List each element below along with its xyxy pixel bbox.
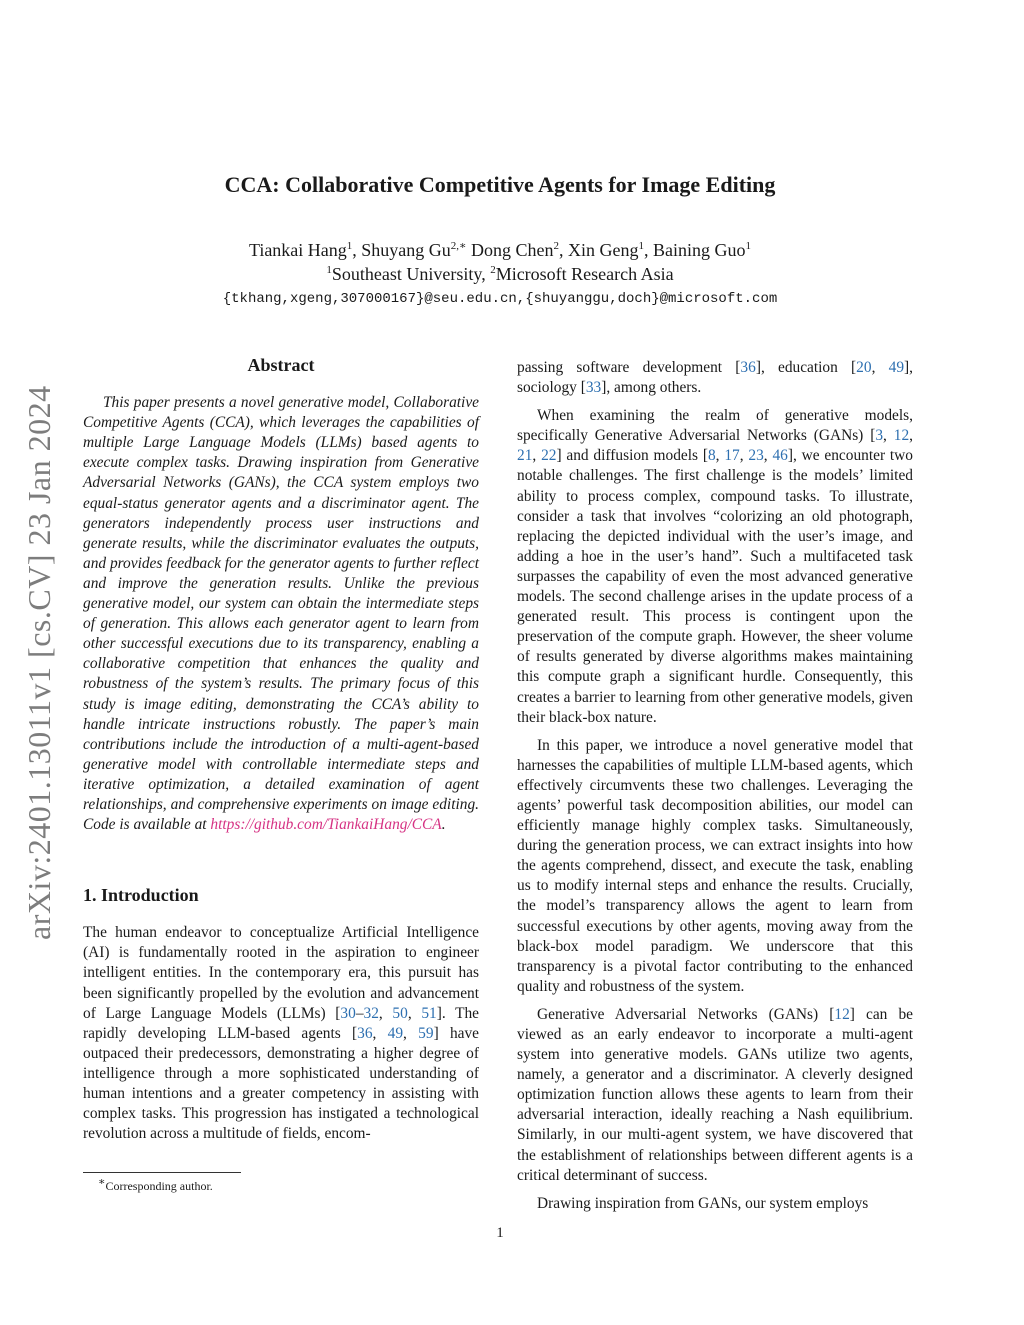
sep: , — [407, 1004, 422, 1022]
footnote-divider — [83, 1172, 241, 1173]
footnote — [98, 1176, 213, 1194]
sep: , — [372, 1024, 388, 1042]
citation-link[interactable]: 49 — [387, 1024, 404, 1042]
body-text: ] can be viewed as an early endeavor to incorporate a multi-agent system into generative models. GANs utilize two agents, namely, a generator and a discriminator. A cleverly designed optimization function allows these agents to learn from their adversarial interaction, ideally reaching a Nash equilibrium. Similarly, in our multi-agent system, we have discovered that the establishment of relationships between different agents is a critical determinant of success. — [517, 1005, 913, 1184]
left-column — [83, 355, 479, 1144]
sep: , — [739, 447, 749, 465]
author-name: Tiankai Hang — [248, 240, 347, 260]
paper-title: CCA: Collaborative Competitive Agents for Image Editing — [224, 172, 776, 197]
citation-link[interactable]: 50 — [392, 1004, 408, 1022]
affiliation-name: Microsoft Research Asia — [495, 264, 674, 284]
intro-paragraph-1 — [83, 923, 479, 1144]
right-paragraph-4 — [517, 1005, 913, 1186]
sep: , — [378, 1004, 393, 1022]
sep: , — [715, 447, 725, 465]
right-paragraph-1 — [517, 358, 913, 398]
citation-link[interactable]: 12 — [893, 427, 910, 445]
citation-link[interactable]: 32 — [363, 1004, 379, 1022]
intro-text: ] have outpaced their predecessors, demonstrating a higher degree of intelligence through a more sophisticated understanding of human intentions and a greater competency in assisting with complex tasks. This progression has instigated a technological revolution across a multitude of fields, encom- — [83, 1024, 480, 1143]
author-name: Shuyang Gu — [361, 240, 451, 260]
citation-link[interactable]: 20 — [856, 359, 872, 376]
affiliation-list: $^1$Southeast University, $^2$Microsoft Research Asia — [326, 264, 674, 284]
footnote-text: Corresponding author. — [105, 1179, 213, 1193]
author-name: Xin Geng — [568, 240, 639, 260]
footnote-mark: ∗ — [98, 1176, 106, 1188]
sep: , — [871, 359, 889, 376]
sep: , — [532, 447, 542, 465]
sep: , — [763, 447, 773, 465]
body-text: ], sociology [ — [517, 359, 913, 397]
body-text: ], we encounter two notable challenges. The first challenge is the models’ limited ability to process complex, compound tasks. To illustrate, consider a task that involves “colorizing an old photograph, replacing the depicted individual with the user’s image, and adding a hoe in the user’s hand”. Such a multifaceted task surpasses the capability of even the most advanced generative models. The second challenge arises in the update process of a generated result. This process is contingent upon the preservation of the compute graph. However, the sheer volume of results generated by diverse algorithms makes maintaining this compute graph a significant hurdle. Consequently, this creates a barrier to learning from other generative models, given their black-box nature. — [517, 447, 913, 726]
author-affil-mark: 1 — [745, 240, 752, 252]
right-paragraph-5: Drawing inspiration from GANs, our system employs — [537, 1194, 869, 1212]
citation-link[interactable]: 36 — [357, 1024, 373, 1042]
body-text: When examining the realm of generative models, specifically Generative Adversarial Networks (GANs) [ — [517, 407, 913, 445]
author-affil-mark: 1 — [346, 240, 353, 252]
affiliation-mark: 2 — [490, 264, 496, 276]
right-column — [517, 358, 913, 1214]
citation-link[interactable]: 36 — [740, 359, 756, 376]
body-text: ], education [ — [755, 359, 857, 376]
citation-link[interactable]: 51 — [421, 1004, 437, 1022]
intro-text: The human endeavor to conceptualize Artificial Intelligence (AI) is fundamentally rooted in the aspiration to engineer intelligent entities. In the contemporary era, this pursuit has been significantly propelled by the evolution and advancement of Large Language Models (LLMs) [ — [83, 924, 479, 1022]
section-heading-introduction: 1. Introduction — [83, 885, 199, 906]
author-affil-mark: 2,∗ — [450, 240, 467, 252]
right-paragraph-2 — [517, 406, 913, 728]
citation-link[interactable]: 22 — [541, 447, 557, 465]
intro-dash: – — [355, 1004, 364, 1022]
citation-link[interactable]: 46 — [772, 447, 788, 465]
body-text: Generative Adversarial Networks (GANs) [ — [537, 1005, 835, 1023]
citation-link[interactable]: 49 — [888, 359, 905, 376]
code-link[interactable]: https://github.com/TiankaiHang/CCA — [210, 816, 442, 834]
citation-link[interactable]: 23 — [748, 447, 764, 465]
citation-link[interactable]: 30 — [340, 1004, 356, 1022]
citation-link[interactable]: 33 — [585, 379, 602, 397]
arxiv-identifier-stamp: arXiv:2401.13011v1 [cs.CV] 23 Jan 2024 — [21, 385, 57, 940]
citation-link[interactable]: 3 — [875, 427, 884, 445]
author-affil-mark: 1 — [638, 240, 645, 252]
author-name: Baining Guo — [653, 240, 746, 260]
sep: , — [403, 1024, 419, 1042]
body-text: ], among others. — [601, 379, 702, 397]
abstract-body — [83, 393, 479, 835]
right-paragraph-3: In this paper, we introduce a novel generative model that harnesses the capabilities of multiple LLM-based agents, which effectively circumvents these two challenges. Leveraging the agents’ powerful task decomposition abilities, our model can efficiently manage highly complex tasks. Simultaneously, during the generation process, we can extract insights into how the agents comprehend, dissect, and execute the task, enabling us to modify internal steps and enhance the results. Crucially, the model’s transparency allows the agent to learn from successful executions by other agents, moving away from the black-box model paradigm. We underscore that this transparency is a pivotal factor contributing to the enhanced quality and robustness of the system. — [517, 736, 913, 995]
citation-link[interactable]: 21 — [517, 447, 533, 465]
abstract-end: . — [441, 816, 446, 834]
author-affil-mark: 2 — [553, 240, 560, 252]
body-text: passing software development [ — [517, 359, 741, 376]
sep: , — [883, 427, 894, 445]
intro-text: ]. The rapidly developing LLM-based agents [ — [83, 1004, 479, 1042]
citation-link[interactable]: 12 — [834, 1005, 850, 1023]
abstract-heading: Abstract — [247, 355, 315, 375]
sep: , — [909, 427, 914, 445]
body-text: ] and diffusion models [ — [556, 447, 708, 465]
citation-link[interactable]: 8 — [707, 447, 716, 465]
author-emails: {tkhang,xgeng,307000167}@seu.edu.cn,{shuyanggu,doch}@microsoft.com — [222, 291, 778, 307]
affiliation-name: Southeast University — [331, 264, 482, 284]
affiliation-mark: 1 — [326, 264, 332, 276]
page-number: 1 — [496, 1225, 504, 1241]
citation-link[interactable]: 17 — [724, 447, 740, 465]
citation-link[interactable]: 59 — [418, 1024, 434, 1042]
author-list: Tiankai Hang$^1$, Shuyang $Gu^{2,∗}$ Dong Chen$^2$, Xin Geng$^1$, Baining Guo$^1$ — [248, 240, 752, 260]
abstract-text: This paper presents a novel generative model, Collaborative Competitive Agents (CCA), which leverages the capabilities of multiple Large Language Models (LLMs) based agents to execute complex tasks. Drawing inspiration from Generative Adversarial Networks (GANs), the CCA system employs two equal-status generator agents and a discriminator agent. The generators independently process user instructions and generate results, while the discriminator evaluates the outputs, and provides feedback for the generator agents to further reflect and improve the generation results. Unlike the previous generative model, our system can obtain the intermediate steps of generation. This allows each generator agent to learn from other successful executions due to its transparency, enabling a collaborative competition that enhances the quality and robustness of the system’s results. The primary focus of this study is image editing, demonstrating the CCA’s ability to handle intricate instructions robustly. The paper’s main contributions include the introduction of a multi-agent-based generative model with controllable intermediate steps and iterative optimization, a detailed examination of agent relationships, and comprehensive experiments on image editing. Code is available at — [83, 394, 479, 834]
author-name: Dong Chen — [471, 240, 554, 260]
